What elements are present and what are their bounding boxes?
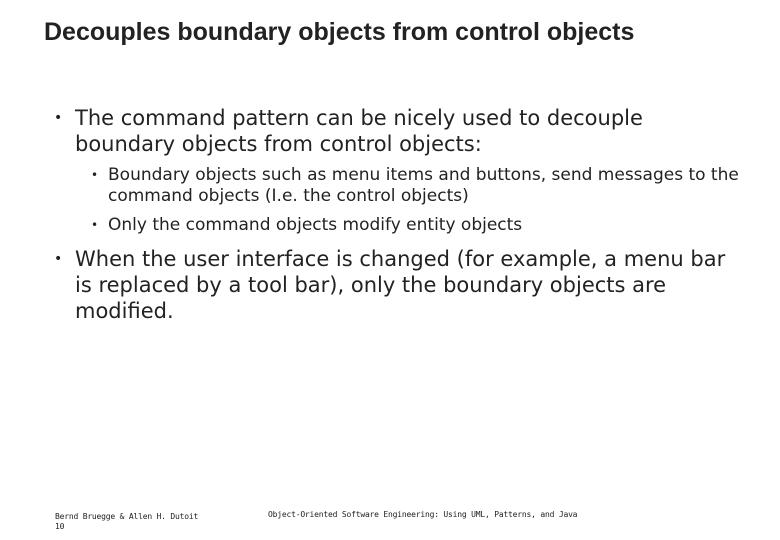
bullet-item [54,246,744,324]
bullet-marker: • [54,251,63,267]
footer-authors: Bernd Bruegge & Allen H. Dutoit [55,512,199,521]
footer-book-title: Object-Oriented Software Engineering: Using UML, Patterns, and Java [268,510,578,519]
sub-bullet-item [75,165,744,207]
slide-content [54,105,744,334]
slide-title: Decouples boundary objects from control objects [44,18,635,46]
sub-bullet-text: Boundary objects such as menu items and buttons, send messages to the command objects (I.e. the control objects) [108,165,739,206]
bullet-item [54,105,744,236]
bullet-text: The command pattern can be nicely used to decouple boundary objects from control objects: [75,106,643,156]
sub-bullet-marker: • [91,218,99,232]
page-number: 10 [55,522,65,531]
sub-bullet-marker: • [91,168,99,182]
sub-bullet-list [75,165,744,236]
bullet-text: When the user interface is changed (for example, a menu bar is replaced by a tool bar), only the boundary objects are modified. [75,247,726,323]
sub-bullet-text: Only the command objects modify entity objects [108,215,523,235]
sub-bullet-item [75,215,744,236]
bullet-marker: • [54,110,63,126]
footer-authors-block [55,512,198,532]
